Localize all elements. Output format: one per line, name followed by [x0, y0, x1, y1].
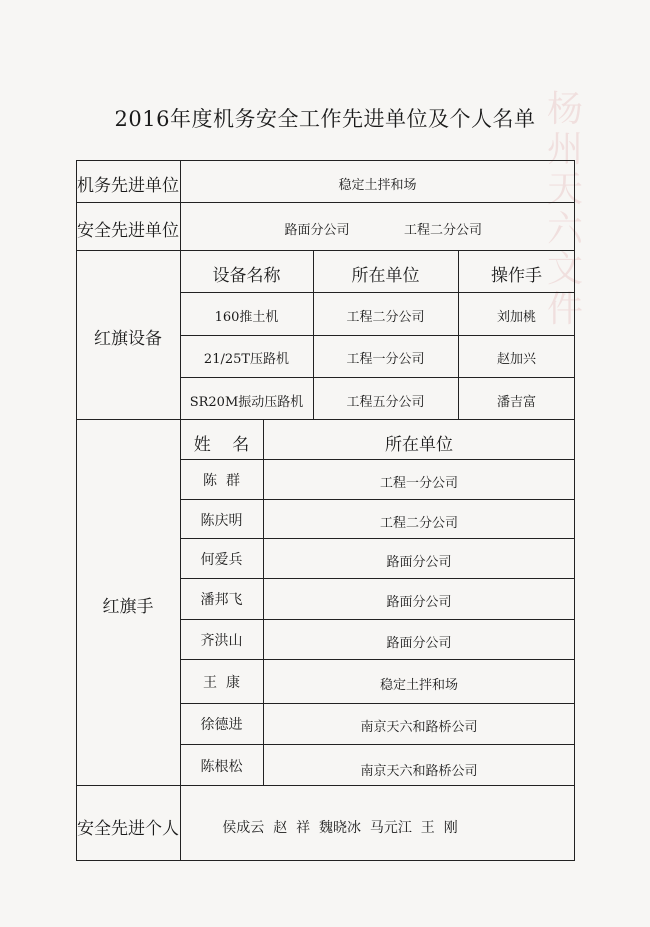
person-unit: 路面分公司 — [386, 636, 452, 651]
safety-units-label: 安全先进单位 — [77, 221, 179, 241]
person-name: 徐德进 — [200, 717, 243, 733]
person-name: 陈庆明 — [200, 513, 243, 529]
person-name: 陈根松 — [200, 759, 243, 775]
person-name: 陈 群 — [203, 473, 240, 489]
equipment-name: 21/25T压路机 — [203, 352, 290, 367]
machine-units-label: 机务先进单位 — [77, 176, 179, 196]
background-watermark: 杨州天六文件 — [546, 89, 583, 330]
equipment-name: 160推土机 — [214, 310, 279, 325]
person-unit: 路面分公司 — [386, 555, 452, 570]
machine-units-value: 稳定土拌和场 — [338, 178, 417, 193]
safety-unit: 路面分公司 — [284, 223, 350, 238]
person-name-header: 姓 名 — [193, 435, 250, 455]
person-name: 何爱兵 — [200, 552, 243, 568]
red-flag-equipment-label: 红旗设备 — [94, 329, 162, 349]
person-unit: 南京天六和路桥公司 — [360, 720, 478, 735]
person-unit: 工程二分公司 — [379, 516, 458, 531]
equipment-operator: 赵加兴 — [496, 352, 536, 367]
equipment-unit: 工程一分公司 — [346, 352, 425, 367]
red-flag-hands-label: 红旗手 — [102, 597, 154, 617]
person-unit-header: 所在单位 — [385, 435, 453, 455]
equipment-unit: 工程二分公司 — [346, 310, 425, 325]
person-unit: 工程一分公司 — [379, 476, 458, 491]
person-name: 潘邦飞 — [200, 592, 243, 608]
person-unit: 路面分公司 — [386, 595, 452, 610]
equipment-unit: 工程五分公司 — [346, 395, 425, 410]
equipment-operator: 潘吉富 — [496, 395, 536, 410]
safety-unit: 工程二分公司 — [403, 223, 482, 238]
equipment-name: SR20M振动压路机 — [189, 395, 304, 410]
person-name: 王 康 — [203, 675, 240, 691]
equipment-operator: 刘加桃 — [496, 310, 536, 325]
document-title: 2016年度机务安全工作先进单位及个人名单 — [114, 107, 536, 131]
operator-header: 操作手 — [491, 266, 542, 286]
person-unit: 稳定土拌和场 — [379, 678, 458, 693]
equipment-name-header: 设备名称 — [212, 266, 281, 286]
safety-individuals-names: 侯成云 赵 祥 魏晓冰 马元江 王 刚 — [222, 820, 458, 836]
person-name: 齐洪山 — [200, 633, 243, 649]
equipment-unit-header: 所在单位 — [351, 266, 420, 286]
person-unit: 南京天六和路桥公司 — [360, 764, 478, 779]
safety-individuals-label: 安全先进个人 — [77, 819, 179, 839]
